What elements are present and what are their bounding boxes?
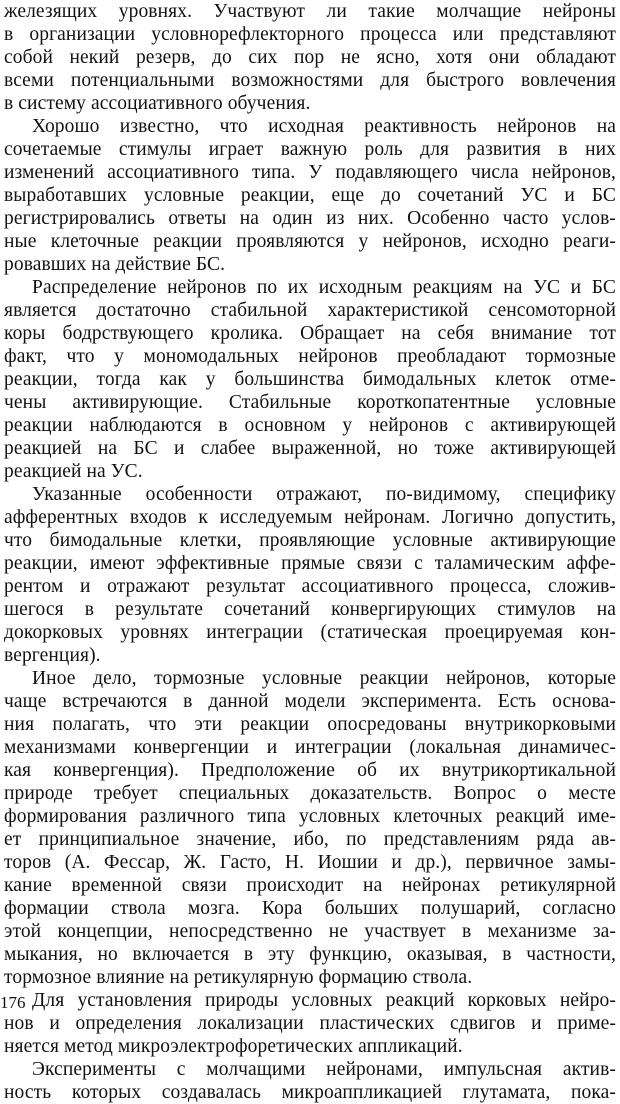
text-line: является достаточно стабильной характеристикой сенсомоторной [4,300,616,321]
text-line: формации ствола мозга. Кора больших полушарий, согласно [4,898,616,919]
paragraph-4 [4,483,616,667]
paragraph-7 [4,1058,616,1104]
text-line: реакции наблюдаются в основном у нейронов с активирующей [4,415,616,436]
paragraph-6 [4,989,616,1058]
text-line: Распределение нейронов по их исходным реакциям на УС и БС [32,277,616,298]
text-line: тормозное влияние на ретикулярную формацию ствола. [4,967,473,988]
paragraph-3 [4,276,616,483]
text-line: формирования различного типа условных клеточных реакций име- [4,806,616,827]
text-line: факт, что у мономодальных нейронов преобладают тормозные [4,346,616,367]
page-number: 176 [0,993,26,1012]
page-body [4,0,616,1104]
text-line: в организации условнорефлекторного процесса или представляют [4,24,616,45]
text-line: ет принципиальное значение, ибо, по представлениям ряда ав- [4,829,616,850]
text-line: Эксперименты с молчащими нейронами, импульсная актив- [32,1059,616,1080]
paragraph-5 [4,667,616,989]
text-line: рентом и отражают результат ассоциативного процесса, сложив- [4,576,616,597]
text-line: Иное дело, тормозные условные реакции нейронов, которые [32,668,616,689]
text-line: что бимодальные клетки, проявляющие условные активирующие [4,530,616,551]
text-line: вергенция). [4,645,101,666]
text-line: кая конвергенция). Предположение об их внутрикортикальной [4,760,616,781]
text-line: реакцией на УС. [4,461,143,482]
text-line: этой концепции, непосредственно не участвует в механизме за- [4,921,616,942]
text-line: няется метод микроэлектрофоретических аппликаций. [4,1036,463,1057]
text-line: регистрировались ответы на один из них. Особенно часто услов- [4,208,616,229]
text-line: реакции, имеют эффективные прямые связи с таламическим аффе- [4,553,616,574]
text-line: собой некий резерв, до сих пор не ясно, хотя они обладают [4,47,616,68]
text-line: ные клеточные реакции проявляются у нейронов, исходно реаги- [4,231,616,252]
paragraph-1 [4,0,616,115]
text-line: мыкания, но включается в эту функцию, оказывая, в частности, [4,944,616,965]
text-line: всеми потенциальными возможностями для быстрого вовлечения [4,70,616,91]
text-line: выработавших условные реакции, еще до сочетаний УС и БС [4,185,616,206]
text-line: торов (А. Фессар, Ж. Гасто, Н. Иошии и др.), первичное замы- [4,852,616,873]
text-line: в систему ассоциативного обучения. [4,93,311,114]
text-line: железящих уровнях. Участвуют ли такие молчащие нейроны [4,1,616,22]
text-line: Хорошо известно, что исходная реактивность нейронов на [32,116,616,137]
text-line: нов и определения локализации пластических сдвигов и приме- [4,1013,616,1034]
text-line: реакции, тогда как у большинства бимодальных клеток отме- [4,369,616,390]
text-line: кание временной связи происходит на нейронах ретикулярной [4,875,616,896]
text-line: Для установления природы условных реакций корковых нейро- [32,990,616,1011]
text-line: реакцией на БС и слабее выраженной, но тоже активирующей [4,438,616,459]
text-line: природе требует специальных доказательств. Вопрос о месте [4,783,616,804]
text-line: афферентных входов к исследуемым нейронам. Логично допустить, [4,507,616,528]
text-line: чаще встречаются в данной модели эксперимента. Есть основа- [4,691,616,712]
text-line: чены активирующие. Стабильные короткопатентные условные [4,392,616,413]
text-line: ровавших на действие БС. [4,254,226,275]
text-line: шегося в результате сочетаний конвергирующих стимулов на [4,599,616,620]
text-line: Указанные особенности отражают, по-видимому, специфику [32,484,616,505]
text-line: механизмами конвергенции и интеграции (локальная динамичес- [4,737,616,758]
paragraph-2 [4,115,616,276]
text-line: изменений ассоциативного типа. У подавляющего числа нейронов, [4,162,616,183]
text-line: докорковых уровнях интеграции (статическая проецируемая кон- [4,622,616,643]
text-line: коры бодрствующего кролика. Обращает на себя внимание тот [4,323,616,344]
text-line: сочетаемые стимулы играет важную роль для развития в них [4,139,616,160]
text-line: ность которых создавалась микроаппликацией глутамата, пока- [4,1082,616,1103]
text-line: ния полагать, что эти реакции опосредованы внутрикорковыми [4,714,616,735]
